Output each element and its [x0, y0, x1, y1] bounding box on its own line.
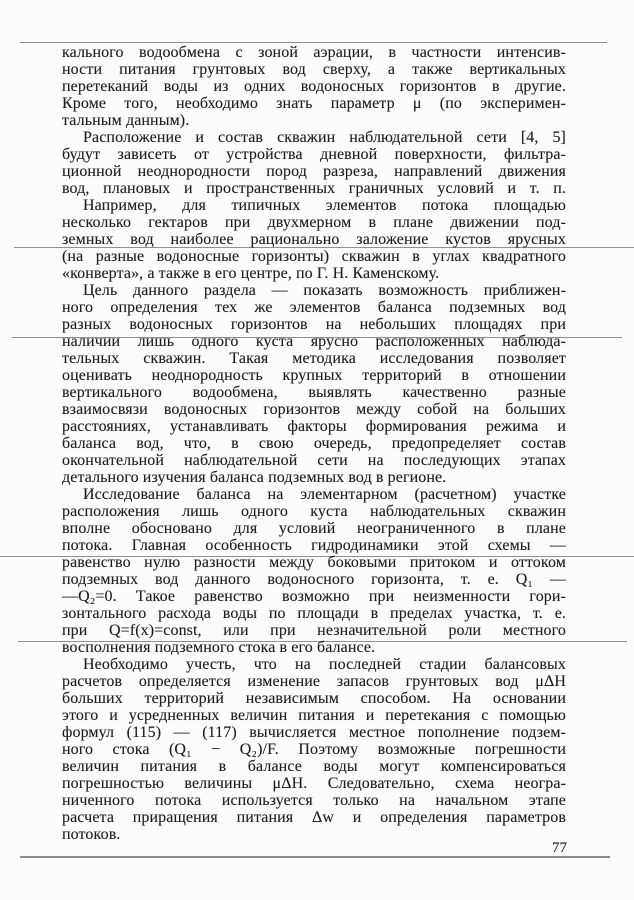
text-line: разных водоносных горизонтов на небольших площадях при — [62, 316, 566, 333]
text-line: восполнения подземного стока в его балансе. — [62, 639, 376, 656]
text-line: потока. Главная особенность гидродинамики этой схемы — — [62, 537, 566, 554]
text-line: ного определения тех же элементов баланса подземных вод — [62, 299, 566, 316]
text-block — [62, 44, 566, 843]
text-line: вполне обосновано для условий неограниченного в плане — [62, 520, 566, 537]
text-line: Цель данного раздела — показать возможность приближен- — [83, 282, 566, 299]
text-line: потоков. — [62, 826, 121, 843]
text-line: расположения лишь одного куста наблюдательных скважин — [62, 503, 566, 520]
text-line: баланса вод, что, в свою очередь, предопределяет состав — [62, 435, 566, 452]
text-line: земных вод наиболее рационально заложение кустов ярусных — [62, 231, 566, 248]
text-line: больших территорий независимым способом. На основании — [62, 690, 566, 707]
text-line: (на разные водоносные горизонты) скважин в углах квадратного — [62, 248, 566, 265]
text-line: расчетов определяется изменение запасов грунтовых вод μΔH — [62, 673, 566, 690]
text-line: погрешностью величины μΔH. Следовательно, схема неогра- — [62, 775, 566, 792]
text-line: ности питания грунтовых вод сверху, а также вертикальных — [62, 61, 566, 78]
text-line: расстояниях, устанавливать факторы формирования режима и — [62, 418, 566, 435]
text-line: окончательной наблюдательной сети на последующих этапах — [62, 452, 566, 469]
text-line: Например, для типичных элементов потока площадью — [83, 197, 566, 214]
text-line: перетеканий воды из одних водоносных горизонтов в другие. — [62, 78, 566, 95]
text-line: взаимосвязи водоносных горизонтов между собой на больших — [62, 401, 566, 418]
scan-line-artifact — [20, 856, 610, 858]
text-line: расчета приращения питания Δw и определения параметров — [62, 809, 566, 826]
text-line: детального изучения баланса подземных вод в регионе. — [62, 469, 447, 486]
text-line: будут зависеть от устройства дневной поверхности, фильтра- — [62, 146, 566, 163]
text-line: несколько гектаров при двухмерном в плане движении под- — [62, 214, 566, 231]
text-line: кального водообмена с зоной аэрации, в частности интенсив- — [62, 44, 566, 61]
text-line: зонтального расхода воды по площади в пределах участка, т. е. — [62, 605, 566, 622]
text-line: этого и усредненных величин питания и перетекания с помощью — [62, 707, 566, 724]
text-line: «конверта», а также в его центре, по Г. Н. Каменскому. — [62, 265, 440, 282]
text-line: оценивать неоднородность крупных территорий в отношении — [62, 367, 566, 384]
text-line: подземных вод данного водоносного горизонта, т. е. Q₁ — — [62, 571, 566, 588]
text-line: вод, плановых и пространственных граничных условий и т. п. — [62, 180, 566, 197]
text-line: Необходимо учесть, что на последней стадии балансовых — [83, 656, 566, 673]
scan-line-artifact — [20, 42, 607, 43]
text-line: ниченного потока используется только на начальном этапе — [62, 792, 566, 809]
text-line: Расположение и состав скважин наблюдательной сети [4, 5] — [83, 129, 566, 146]
text-line: вертикального водообмена, выявлять качественно разные — [62, 384, 566, 401]
text-line: наличии лишь одного куста ярусно расположенных наблюда- — [62, 333, 566, 350]
text-line: Исследование баланса на элементарном (расчетном) участке — [83, 486, 566, 503]
text-line: равенство нулю разности между боковыми притоком и оттоком — [62, 554, 566, 571]
page-number: 77 — [552, 840, 567, 856]
text-line: тальным данным). — [62, 112, 190, 129]
text-line: тельных скважин. Такая методика исследования позволяет — [62, 350, 566, 367]
text-line: формул (115) — (117) вычисляется местное пополнение подзем- — [62, 724, 566, 741]
text-line: ного стока (Q₁ − Q₂)/F. Поэтому возможные погрешности — [62, 741, 566, 758]
text-line: Кроме того, необходимо знать параметр μ (по эксперимен- — [62, 95, 566, 112]
text-line: ционной неоднородности пород разреза, направлений движения — [62, 163, 566, 180]
text-line: величин питания в балансе воды могут компенсироваться — [62, 758, 566, 775]
text-line: при Q=f(x)=const, или при незначительной роли местного — [62, 622, 566, 639]
text-line: —Q₂=0. Такое равенство возможно при неизменности гори- — [62, 588, 566, 605]
